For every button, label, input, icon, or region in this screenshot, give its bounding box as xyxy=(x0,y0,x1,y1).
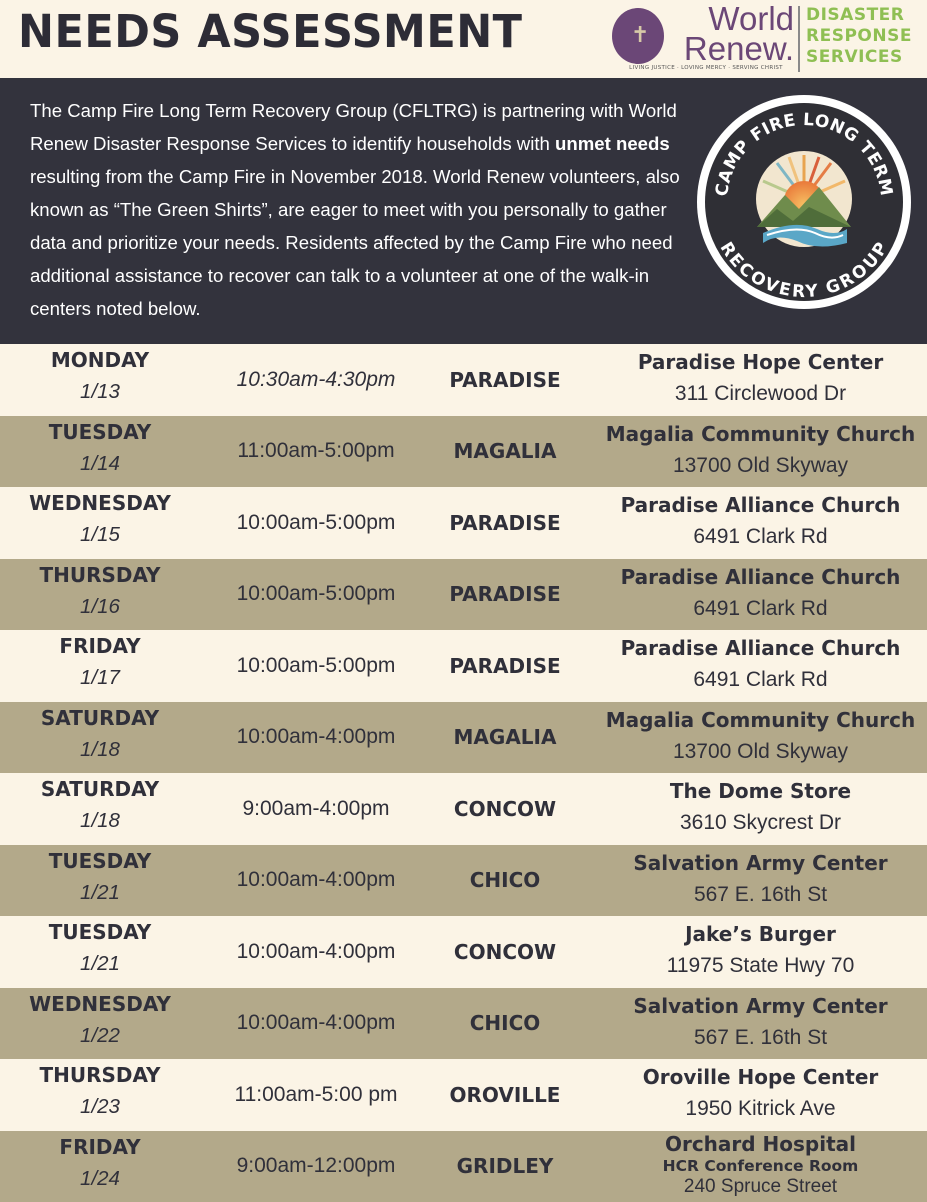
day-date: 1/14 xyxy=(0,446,200,482)
day-name: TUESDAY xyxy=(0,418,200,446)
world-renew-tagline: LIVING JUSTICE · LOVING MERCY · SERVING CHRIST xyxy=(616,65,796,71)
camp-fire-ltrg-badge xyxy=(697,95,911,309)
day-cell xyxy=(0,845,200,917)
day-date: 1/22 xyxy=(0,1018,200,1054)
time-cell: 10:00am-4:00pm xyxy=(200,702,432,774)
time-cell: 10:00am-5:00pm xyxy=(200,487,432,559)
day-date: 1/16 xyxy=(0,589,200,625)
location-name: Paradise Alliance Church xyxy=(594,491,927,519)
day-cell xyxy=(0,916,200,988)
world-renew-logo-text: World Renew. xyxy=(662,4,794,64)
day-date: 1/18 xyxy=(0,732,200,768)
schedule-row xyxy=(0,1059,927,1131)
city-cell: MAGALIA xyxy=(432,702,578,774)
badge-bottom-text: RECOVERY GROUP xyxy=(716,239,893,303)
schedule-table xyxy=(0,344,927,1202)
location-address: 1950 Kitrick Ave xyxy=(594,1091,927,1127)
day-date: 1/13 xyxy=(0,374,200,410)
location-cell xyxy=(594,487,927,559)
location-name: Paradise Hope Center xyxy=(594,348,927,376)
location-name: Paradise Alliance Church xyxy=(594,563,927,591)
time-cell: 10:00am-5:00pm xyxy=(200,630,432,702)
day-cell xyxy=(0,702,200,774)
day-name: SATURDAY xyxy=(0,775,200,803)
day-name: WEDNESDAY xyxy=(0,489,200,517)
intro-panel xyxy=(0,78,927,344)
day-date: 1/21 xyxy=(0,875,200,911)
city-cell: MAGALIA xyxy=(432,416,578,488)
day-name: FRIDAY xyxy=(0,1133,200,1161)
time-cell: 10:00am-5:00pm xyxy=(200,559,432,631)
location-cell xyxy=(594,773,927,845)
schedule-row xyxy=(0,487,927,559)
location-cell xyxy=(594,702,927,774)
day-name: MONDAY xyxy=(0,346,200,374)
location-name: The Dome Store xyxy=(594,777,927,805)
badge-top-text: CAMP FIRE LONG TERM xyxy=(712,110,896,198)
time-cell: 11:00am-5:00pm xyxy=(200,416,432,488)
location-address: 311 Circlewood Dr xyxy=(594,376,927,412)
city-cell: CHICO xyxy=(432,845,578,917)
location-cell xyxy=(594,1059,927,1131)
day-name: THURSDAY xyxy=(0,561,200,589)
schedule-row xyxy=(0,988,927,1060)
logo-divider xyxy=(798,6,800,72)
location-cell xyxy=(594,559,927,631)
location-address: 567 E. 16th St xyxy=(594,1020,927,1056)
location-name: Orchard Hospital xyxy=(594,1131,927,1157)
location-address: 6491 Clark Rd xyxy=(594,662,927,698)
location-address: 6491 Clark Rd xyxy=(594,519,927,555)
location-cell xyxy=(594,916,927,988)
time-cell: 10:30am-4:30pm xyxy=(200,344,432,416)
location-address: 240 Spruce Street xyxy=(594,1175,927,1199)
intro-bold: unmet needs xyxy=(555,133,670,154)
day-cell xyxy=(0,988,200,1060)
location-sublocation: HCR Conference Room xyxy=(594,1157,927,1175)
location-name: Salvation Army Center xyxy=(594,849,927,877)
city-cell: CONCOW xyxy=(432,916,578,988)
day-date: 1/23 xyxy=(0,1089,200,1125)
day-cell xyxy=(0,1131,200,1202)
time-cell: 11:00am-5:00 pm xyxy=(200,1059,432,1131)
day-date: 1/17 xyxy=(0,660,200,696)
day-name: SATURDAY xyxy=(0,704,200,732)
header xyxy=(0,0,927,78)
world-renew-logo xyxy=(610,4,796,74)
location-cell xyxy=(594,344,927,416)
location-name: Magalia Community Church xyxy=(594,420,927,448)
city-cell: PARADISE xyxy=(432,559,578,631)
schedule-row xyxy=(0,1131,927,1202)
day-name: THURSDAY xyxy=(0,1061,200,1089)
intro-text: The Camp Fire Long Term Recovery Group (CFLTRG) is partnering with World Renew Disaster Response Services to identify households with unmet needs resulting from the Camp Fire in November 2018. World Renew volunteers, also known as “The Green Shirts”, are eager to meet with you personally to gather data and prioritize your needs. Residents affected by the Camp Fire who need additional assistance to recover can talk to a volunteer at one of the walk-in centers noted below. xyxy=(30,94,690,325)
day-cell xyxy=(0,630,200,702)
city-cell: GRIDLEY xyxy=(432,1131,578,1202)
location-name: Oroville Hope Center xyxy=(594,1063,927,1091)
time-cell: 9:00am-12:00pm xyxy=(200,1131,432,1202)
day-date: 1/24 xyxy=(0,1161,200,1197)
location-name: Salvation Army Center xyxy=(594,992,927,1020)
schedule-row xyxy=(0,559,927,631)
time-cell: 10:00am-4:00pm xyxy=(200,916,432,988)
day-name: TUESDAY xyxy=(0,918,200,946)
day-date: 1/15 xyxy=(0,517,200,553)
location-cell xyxy=(594,988,927,1060)
schedule-row xyxy=(0,344,927,416)
location-cell xyxy=(594,416,927,488)
time-cell: 10:00am-4:00pm xyxy=(200,988,432,1060)
location-address: 13700 Old Skyway xyxy=(594,448,927,484)
svg-text:RECOVERY GROUP xyxy=(716,239,893,303)
location-address: 3610 Skycrest Dr xyxy=(594,805,927,841)
day-date: 1/21 xyxy=(0,946,200,982)
city-cell: CONCOW xyxy=(432,773,578,845)
schedule-row xyxy=(0,702,927,774)
city-cell: PARADISE xyxy=(432,630,578,702)
location-name: Paradise Alliance Church xyxy=(594,634,927,662)
schedule-row xyxy=(0,773,927,845)
location-cell xyxy=(594,1131,927,1202)
day-cell xyxy=(0,487,200,559)
location-name: Jake’s Burger xyxy=(594,920,927,948)
day-cell xyxy=(0,416,200,488)
day-name: WEDNESDAY xyxy=(0,990,200,1018)
location-address: 11975 State Hwy 70 xyxy=(594,948,927,984)
day-date: 1/18 xyxy=(0,803,200,839)
day-name: TUESDAY xyxy=(0,847,200,875)
page-title: NEEDS ASSESSMENT xyxy=(18,6,523,58)
schedule-row xyxy=(0,630,927,702)
day-cell xyxy=(0,559,200,631)
city-cell: PARADISE xyxy=(432,487,578,559)
location-cell xyxy=(594,845,927,917)
schedule-row xyxy=(0,416,927,488)
location-address: 567 E. 16th St xyxy=(594,877,927,913)
location-address: 13700 Old Skyway xyxy=(594,734,927,770)
city-cell: OROVILLE xyxy=(432,1059,578,1131)
schedule-row xyxy=(0,916,927,988)
cross-icon: ✝ xyxy=(612,8,664,64)
day-cell xyxy=(0,1059,200,1131)
city-cell: CHICO xyxy=(432,988,578,1060)
location-name: Magalia Community Church xyxy=(594,706,927,734)
day-cell xyxy=(0,773,200,845)
day-cell xyxy=(0,344,200,416)
schedule-row xyxy=(0,845,927,917)
location-address: 6491 Clark Rd xyxy=(594,591,927,627)
disaster-response-services-logo: DISASTER RESPONSE SERVICES xyxy=(806,5,924,68)
time-cell: 9:00am-4:00pm xyxy=(200,773,432,845)
city-cell: PARADISE xyxy=(432,344,578,416)
time-cell: 10:00am-4:00pm xyxy=(200,845,432,917)
location-cell xyxy=(594,630,927,702)
day-name: FRIDAY xyxy=(0,632,200,660)
